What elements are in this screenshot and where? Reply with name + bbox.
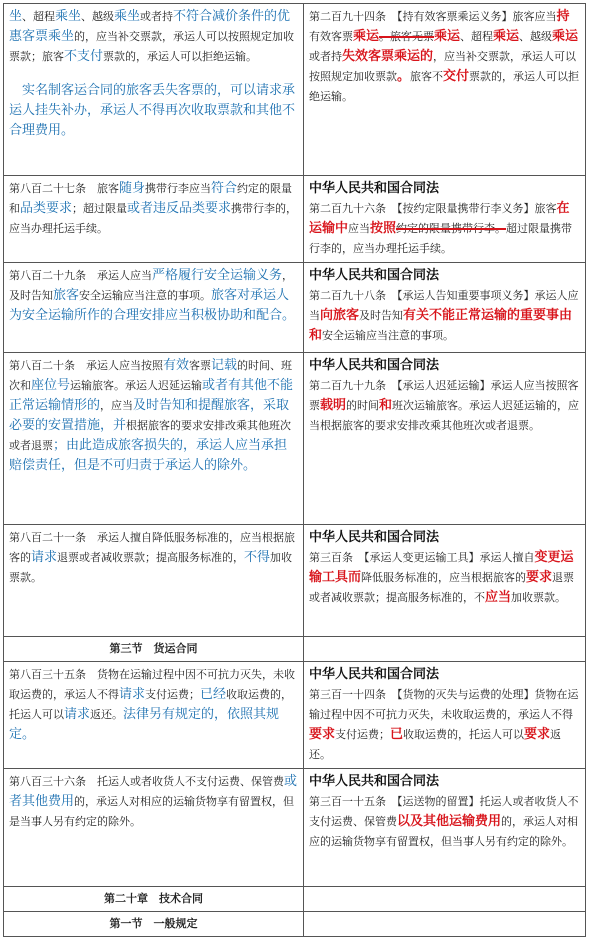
changed-text: 变更运输工具而 [309, 550, 574, 585]
civil-code-cell [4, 525, 304, 637]
new-text: ；由此造成旅客损失的，承运人应当承担赔偿责任，但是不可归责于承运人的除外。 [9, 438, 288, 473]
changed-text: 乘运 [552, 29, 579, 44]
contract-law-cell [304, 263, 586, 353]
article-text: 第三百条 【承运人变更运输工具】承运人擅自 [309, 551, 535, 564]
contract-law-cell [304, 353, 586, 525]
new-text: 记载 [211, 358, 238, 373]
new-text: 请求 [31, 550, 58, 565]
deleted-text: 。旅客无票 [379, 30, 435, 43]
changed-text: 按照 [370, 221, 397, 236]
changed-text: 乘运 [493, 29, 520, 44]
comparison-table [3, 3, 586, 937]
changed-text: 载明 [320, 398, 347, 413]
article-text: ，及时告知 [9, 269, 294, 302]
contract-law-cell [304, 176, 586, 263]
article-text: 加收票款。 [511, 591, 567, 604]
civil-code-cell [4, 176, 304, 263]
table-row [4, 176, 586, 263]
article-text: 客票 [189, 359, 212, 372]
law-title: 中华人民共和国合同法 [309, 774, 440, 789]
table-row [4, 353, 586, 525]
article-text: 票款的，承运人可以拒绝运输。 [103, 50, 258, 63]
changed-text: 要求 [524, 727, 551, 742]
article-text: 、越级 [519, 30, 553, 43]
article-text: 的，应当补交票款，承运人可以按照规定加收票款；旅客 [9, 30, 295, 63]
article-text: 退票或者减收票款；提高服务标准的， [57, 551, 245, 564]
article-text: 收取运费的，托运人可以 [403, 728, 525, 741]
article-text: 第二百九十四条 【持有效客票乘运义务】旅客应当 [309, 10, 557, 23]
table-row [4, 4, 586, 176]
new-text: 不支付 [64, 49, 104, 64]
article-text: 加收票款。 [9, 551, 293, 584]
law-title: 中华人民共和国合同法 [309, 667, 440, 682]
article-text: 第八百二十九条 承运人应当 [9, 269, 152, 282]
contract-law-cell [304, 4, 586, 176]
article-text: 携带行李应当 [145, 182, 212, 195]
changed-text: 持 [556, 9, 570, 24]
table-row [4, 887, 586, 912]
changed-text: 以及其他运输费用 [397, 814, 502, 829]
article-text: 携带行李的，应当办理托运手续。 [9, 202, 298, 235]
article-text: 退票或者减收票款；提高服务标准的，不 [309, 571, 575, 604]
changed-text: 。 [397, 69, 411, 84]
article-text: ；超过限量 [72, 202, 128, 215]
new-text: 或者违反品类要求 [127, 201, 232, 216]
article-text: 支付运费； [145, 688, 201, 701]
new-text: 品类要求 [20, 201, 73, 216]
section-heading: 第三节 货运合同 [4, 637, 304, 662]
new-paragraph: 实名制客运合同的旅客丢失客票的，可以请求承运人挂失补办，承运人不得再次收取票款和其他不合理费用。 [9, 83, 296, 138]
article-text: 或者持 [140, 10, 174, 23]
article-text: 及时告知 [359, 309, 404, 322]
article-text: 第三百一十五条 【运送物的留置】托运人或者收货人不支付运费、保管费 [309, 795, 579, 828]
new-text: 不符合减价条件的优惠客票乘坐 [9, 9, 291, 44]
table-row [4, 662, 586, 769]
article-text: 第三百一十四条 【货物的灭失与运费的处理】货物在运输过程中因不可抗力灭失，未收取运费的，承运人不得 [309, 688, 579, 721]
new-text: 座位号 [31, 378, 71, 393]
law-title: 中华人民共和国合同法 [309, 530, 440, 545]
new-text: 不得 [244, 550, 271, 565]
article-text: 安全运输应当注意的事项。 [79, 289, 212, 302]
changed-text: 失效客票乘运的 [342, 49, 434, 64]
deleted-text: 约定的限量携带行李。 [396, 222, 507, 235]
article-text: 第八百三十五条 货物在运输过程中因不可抗力灭失，未收取运费的，承运人不得 [9, 668, 295, 701]
new-text: 随身 [119, 181, 146, 196]
article-text: 、超程 [460, 30, 494, 43]
civil-code-cell [4, 263, 304, 353]
article-text: 运输旅客。承运人迟延运输 [70, 379, 203, 392]
new-text: 或者有其他不能正常运输情形的 [9, 378, 294, 413]
new-text: 有效 [163, 358, 190, 373]
changed-text: 乘运 [434, 29, 461, 44]
article-text: 根据旅客的要求安排改乘其他班次或者退票 [9, 419, 292, 452]
article-text: 返还。 [90, 708, 124, 721]
civil-code-cell [4, 4, 304, 176]
contract-law-cell [304, 769, 586, 887]
article-text: 或者持 [309, 50, 342, 63]
new-text: 旅客 [53, 288, 80, 303]
changed-text: 已 [390, 727, 404, 742]
new-text: 或者其他费用 [9, 774, 298, 809]
civil-code-cell [4, 769, 304, 887]
changed-text: 要求 [526, 570, 553, 585]
empty-cell [304, 637, 586, 662]
changed-text: 应当 [485, 590, 512, 605]
new-text: 旅客对承运人为安全运输所作的合理安排应当积极协助和配合。 [9, 288, 296, 323]
changed-text: 交付 [443, 69, 470, 84]
table-row [4, 263, 586, 353]
changed-text: 和 [379, 398, 393, 413]
new-text: 严格履行安全运输义务 [152, 268, 283, 283]
law-title: 中华人民共和国合同法 [309, 268, 440, 283]
article-text: 第八百三十六条 托运人或者收货人不支付运费、保管费 [9, 775, 284, 788]
new-text: 及时告知和提醒旅客，采取必要的安置措施，并 [9, 398, 290, 433]
changed-text: 要求 [309, 727, 336, 742]
table-row [4, 912, 586, 937]
article-text: 第八百二十条 承运人应当按照 [9, 359, 163, 372]
article-text: 有效客票 [309, 30, 353, 43]
article-text: ，应当 [100, 399, 134, 412]
contract-law-cell [304, 662, 586, 769]
new-text: 乘坐 [55, 9, 82, 24]
law-title: 中华人民共和国合同法 [309, 358, 440, 373]
section-heading: 第一节 一般规定 [4, 912, 304, 937]
new-text: 已经 [200, 687, 227, 702]
article-text: 超过限量携带行李的，应当办理托运手续。 [309, 222, 573, 255]
article-text: 旅客不 [410, 70, 444, 83]
article-text: 的，承运人对相应的运输货物享有留置权，但当事人另有约定的除外。 [309, 815, 579, 848]
article-text: 第八百二十七条 旅客 [9, 182, 119, 195]
article-text: 第二百九十八条 【承运人告知重要事项义务】承运人应当 [309, 289, 579, 322]
article-text: 支付运费； [335, 728, 391, 741]
changed-text: 在运输中 [309, 201, 570, 236]
new-text: 乘坐 [114, 9, 141, 24]
article-text: 降低服务标准的，应当根据旅客的 [361, 571, 527, 584]
empty-cell [304, 887, 586, 912]
article-text: 、越级 [81, 10, 115, 23]
article-text: 返还。 [309, 728, 562, 761]
article-text: 第二百九十九条 【承运人迟延运输】承运人应当按照客票 [309, 379, 579, 412]
new-text: 符合 [211, 181, 238, 196]
civil-code-cell [4, 353, 304, 525]
article-text: 应当 [348, 222, 371, 235]
article-text: 的时间、班次和 [9, 359, 293, 392]
contract-law-cell [304, 525, 586, 637]
empty-cell [304, 912, 586, 937]
article-text: 安全运输应当注意的事项。 [322, 329, 455, 342]
table-row [4, 525, 586, 637]
changed-text: 有关不能正常运输的重要事由和 [309, 308, 573, 343]
article-text: 第二百九十六条 【按约定限量携带行李义务】旅客 [309, 202, 557, 215]
new-text: 请求 [119, 687, 146, 702]
article-text: 约定的限量和 [9, 182, 293, 215]
article-text: 的，承运人对相应的运输货物享有留置权，但是当事人另有约定的除外。 [9, 795, 295, 828]
article-text: 票款的，承运人可以拒绝运输。 [309, 70, 580, 103]
article-text: 的时间 [346, 399, 380, 412]
new-text: 法律另有规定的，依照其规定。 [9, 707, 280, 742]
new-text: 坐 [9, 9, 23, 24]
changed-text: 向旅客 [320, 308, 360, 323]
table-row [4, 769, 586, 887]
article-text: ，应当补交票款，承运人可以按照规定加收票款 [309, 50, 577, 83]
article-text: 第八百二十一条 承运人擅自降低服务标准的，应当根据旅客的 [9, 531, 295, 564]
article-text: 收取运费的，托运人可以 [9, 688, 293, 721]
article-text: 、超程 [22, 10, 56, 23]
article-text: 班次运输旅客。承运人迟延运输的，应当根据旅客的要求安排改乘其他班次或者退票。 [309, 399, 580, 432]
new-text: 请求 [64, 707, 91, 722]
civil-code-cell [4, 662, 304, 769]
section-heading: 第二十章 技术合同 [4, 887, 304, 912]
law-title: 中华人民共和国合同法 [309, 181, 440, 196]
changed-text: 乘运 [353, 29, 380, 44]
table-row [4, 637, 586, 662]
